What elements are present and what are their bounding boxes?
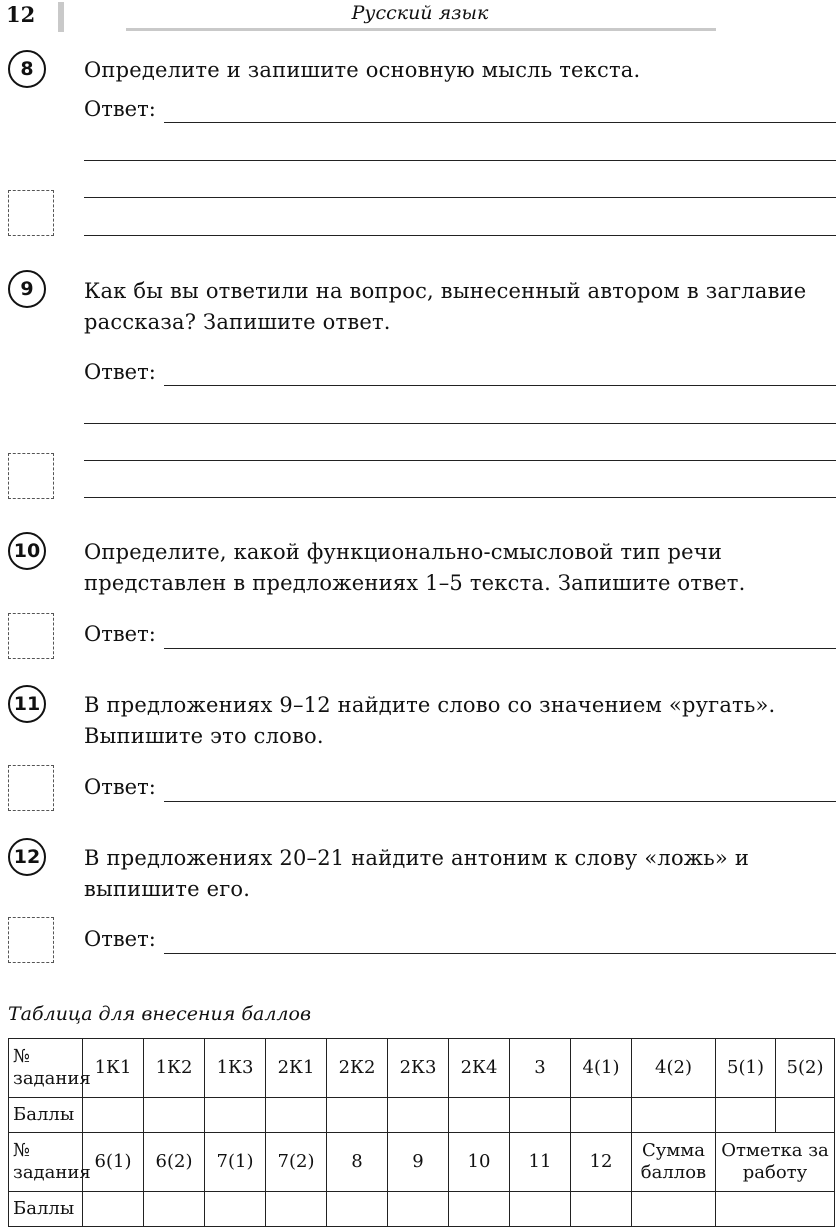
task-cell: 7(1) [205, 1133, 266, 1192]
points-input-cell[interactable] [205, 1192, 266, 1227]
points-input-cell[interactable] [388, 1098, 449, 1133]
task-cell: 2К1 [266, 1039, 327, 1098]
answer-line[interactable] [164, 801, 836, 802]
table-row [9, 1039, 835, 1098]
header-rule [126, 28, 716, 31]
table-caption: Таблица для внесения баллов [8, 1003, 312, 1025]
points-label-cell: Баллы [9, 1098, 83, 1133]
answer-line[interactable] [84, 197, 836, 198]
points-input-cell[interactable] [510, 1192, 571, 1227]
page-number: 12 [6, 2, 36, 27]
grade-cell[interactable] [716, 1192, 835, 1227]
score-box[interactable] [8, 613, 54, 659]
points-label-cell: Баллы [9, 1192, 83, 1227]
task-cell: 7(2) [266, 1133, 327, 1192]
task-cell: 6(2) [144, 1133, 205, 1192]
question-number-badge: 8 [8, 50, 46, 88]
score-box[interactable] [8, 190, 54, 236]
subject-title: Русский язык [351, 2, 489, 24]
points-input-cell[interactable] [327, 1192, 388, 1227]
task-cell: 4(2) [632, 1039, 716, 1098]
score-table [8, 1038, 835, 1227]
task-cell: 5(2) [776, 1039, 835, 1098]
question-number-badge: 9 [8, 270, 46, 308]
answer-line[interactable] [84, 497, 836, 498]
score-box[interactable] [8, 765, 54, 811]
points-input-cell[interactable] [205, 1098, 266, 1133]
points-input-cell[interactable] [327, 1098, 388, 1133]
task-cell: 3 [510, 1039, 571, 1098]
points-input-cell[interactable] [632, 1098, 716, 1133]
answer-line[interactable] [84, 235, 836, 236]
task-cell: 1К2 [144, 1039, 205, 1098]
answer-label: Ответ: [84, 360, 156, 384]
question-number-badge: 11 [8, 685, 46, 723]
answer-label: Ответ: [84, 927, 156, 951]
task-cell: 6(1) [83, 1133, 144, 1192]
question-9-text: Как бы вы ответили на вопрос, вынесенный автором в заглавие рассказа? Запишите ответ. [84, 279, 807, 334]
points-input-cell[interactable] [571, 1098, 632, 1133]
task-cell: 5(1) [716, 1039, 776, 1098]
answer-label: Ответ: [84, 97, 156, 121]
answer-label: Ответ: [84, 622, 156, 646]
table-row [9, 1098, 835, 1133]
question-number-badge: 12 [8, 838, 46, 876]
points-input-cell[interactable] [449, 1098, 510, 1133]
points-input-cell[interactable] [144, 1098, 205, 1133]
total-score-cell[interactable] [632, 1192, 716, 1227]
question-number-badge: 10 [8, 532, 46, 570]
task-cell: 2К3 [388, 1039, 449, 1098]
question-12-text: В предложениях 20–21 найдите антоним к слову «ложь» и выпишите его. [84, 846, 750, 901]
points-input-cell[interactable] [144, 1192, 205, 1227]
score-box[interactable] [8, 453, 54, 499]
table-row [9, 1133, 835, 1192]
points-input-cell[interactable] [83, 1098, 144, 1133]
points-input-cell[interactable] [776, 1098, 835, 1133]
answer-line[interactable] [84, 160, 836, 161]
task-cell: 8 [327, 1133, 388, 1192]
answer-label: Ответ: [84, 775, 156, 799]
task-cell: 1К1 [83, 1039, 144, 1098]
answer-line[interactable] [164, 953, 836, 954]
points-input-cell[interactable] [388, 1192, 449, 1227]
answer-line[interactable] [164, 122, 836, 123]
question-8-text: Определите и запишите основную мысль текста. [84, 58, 641, 82]
task-cell: 2К4 [449, 1039, 510, 1098]
answer-line[interactable] [84, 423, 836, 424]
task-cell: 11 [510, 1133, 571, 1192]
points-input-cell[interactable] [716, 1098, 776, 1133]
task-label-cell: № задания [9, 1133, 83, 1192]
total-score-header: Сумма баллов [632, 1133, 716, 1192]
task-cell: 4(1) [571, 1039, 632, 1098]
points-input-cell[interactable] [266, 1192, 327, 1227]
task-label-cell: № задания [9, 1039, 83, 1098]
task-cell: 9 [388, 1133, 449, 1192]
points-input-cell[interactable] [449, 1192, 510, 1227]
task-cell: 12 [571, 1133, 632, 1192]
table-row [9, 1192, 835, 1227]
header-divider [58, 2, 64, 32]
grade-header: Отметка за работу [716, 1133, 835, 1192]
answer-line[interactable] [84, 460, 836, 461]
points-input-cell[interactable] [510, 1098, 571, 1133]
task-cell: 1К3 [205, 1039, 266, 1098]
task-cell: 2К2 [327, 1039, 388, 1098]
question-11-text: В предложениях 9–12 найдите слово со значением «ругать». Выпишите это слово. [84, 693, 776, 748]
points-input-cell[interactable] [266, 1098, 327, 1133]
points-input-cell[interactable] [571, 1192, 632, 1227]
score-box[interactable] [8, 917, 54, 963]
points-input-cell[interactable] [83, 1192, 144, 1227]
answer-line[interactable] [164, 648, 836, 649]
answer-line[interactable] [164, 385, 836, 386]
question-10-text: Определите, какой функционально-смысловой тип речи представлен в предложениях 1–5 текста. Запишите ответ. [84, 540, 746, 595]
task-cell: 10 [449, 1133, 510, 1192]
